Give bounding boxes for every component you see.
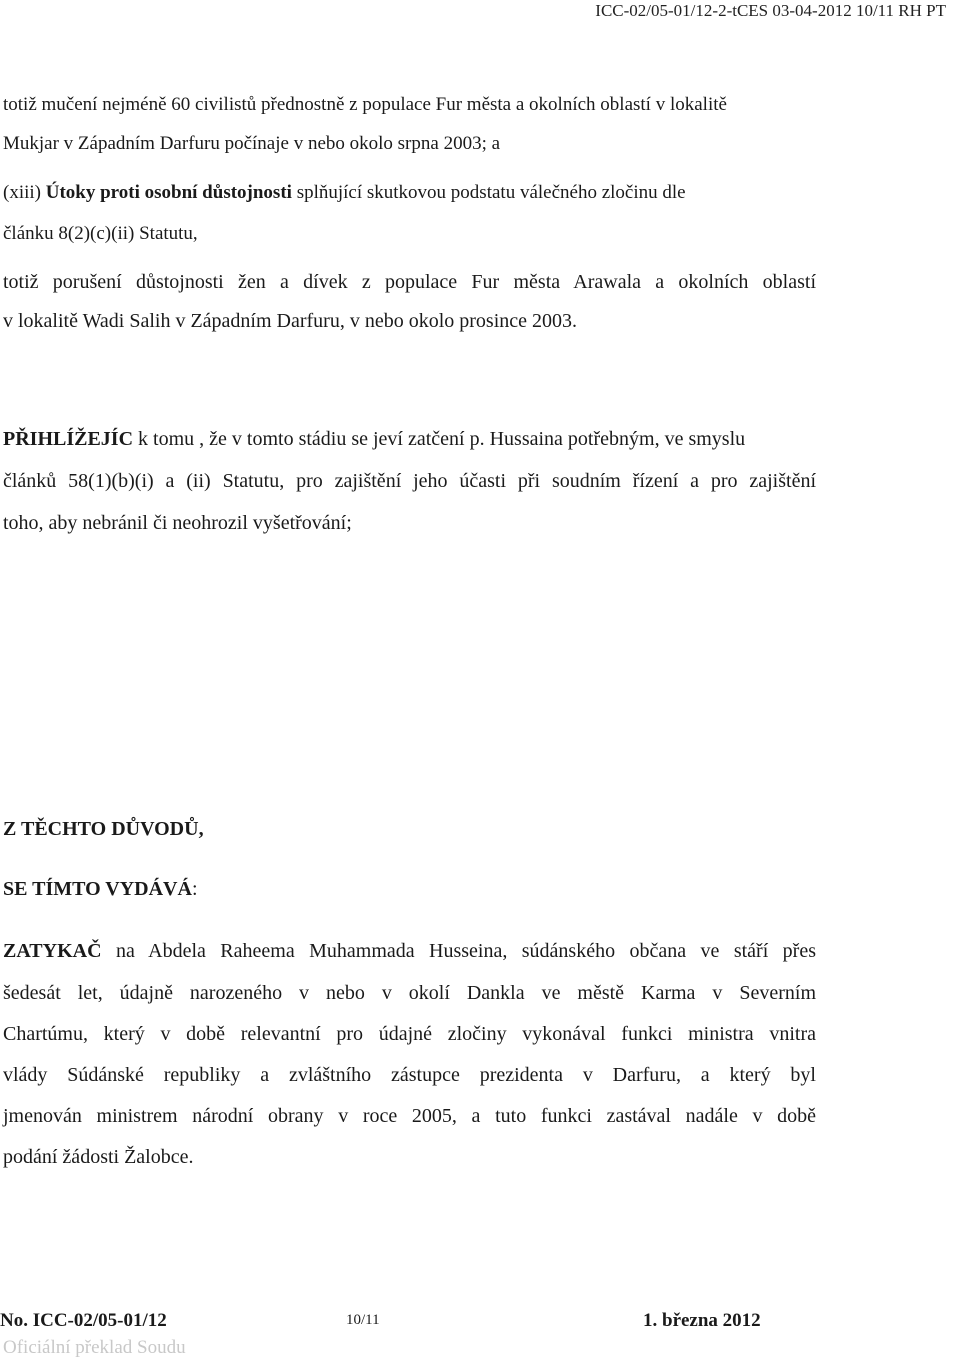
footer-page-number: 10/11 [346, 1312, 380, 1328]
paragraph-line: totiž porušení důstojnosti žen a dívek z populace Fur města Arawala a okolních oblastí [3, 271, 816, 293]
footer-translation-note: Oficiální překlad Soudu [3, 1337, 186, 1358]
paragraph-line: toho, aby nebránil či neohrozil vyšetřování; [3, 512, 352, 534]
paragraph-text: na Abdela Raheema Muhammada Husseina, súdánského občana ve stáří přes [101, 940, 816, 962]
paragraph-line: v lokalitě Wadi Salih v Západním Darfuru, v nebo okolo prosince 2003. [3, 310, 578, 332]
paragraph-line: Chartúmu, který v době relevantní pro údajné zločiny vykonával funkci ministra vnitra [3, 1023, 816, 1045]
clause-keyword: PŘIHLÍŽEJÍC [3, 428, 134, 450]
document-reference-header: ICC-02/05-01/12-2-tCES 03-04-2012 10/11 RH PT [595, 1, 946, 20]
paragraph-line: článků 58(1)(b)(i) a (ii) Statutu, pro zajištění jeho účasti při soudním řízení a pro zajištění [3, 470, 816, 492]
heading-text: SE TÍMTO VYDÁVÁ [3, 878, 192, 900]
paragraph-text: splňující skutkovou podstatu válečného zločinu dle [291, 182, 686, 203]
paragraph-line: totiž mučení nejméně 60 civilistů přednostně z populace Fur města a okolních oblastí v lokalitě [3, 94, 727, 115]
warrant-keyword: ZATYKAČ [3, 940, 102, 962]
paragraph-line [3, 182, 819, 204]
heading-punctuation: : [191, 878, 198, 900]
paragraph-text: k tomu , že v tomto stádiu se jeví zatčení p. Hussaina potřebným, ve smyslu [133, 428, 746, 450]
paragraph-line [3, 940, 816, 962]
paragraph-line: jmenován ministrem národní obrany v roce 2005, a tuto funkci zastával nadále v době [3, 1105, 816, 1127]
heading-text: Z TĚCHTO DŮVODŮ, [3, 818, 204, 840]
paragraph-line: podání žádosti Žalobce. [3, 1146, 194, 1168]
paragraph-line: šedesát let, údajně narozeného v nebo v okolí Dankla ve městě Karma v Severním [3, 982, 816, 1004]
paragraph-line: článku 8(2)(c)(ii) Statutu, [3, 223, 198, 244]
paragraph-line: vlády Súdánské republiky a zvláštního zástupce prezidenta v Darfuru, a který byl [3, 1064, 816, 1086]
paragraph-line: Mukjar v Západním Darfuru počínaje v nebo okolo srpna 2003; a [3, 133, 501, 154]
footer-document-number: No. ICC-02/05-01/12 [0, 1310, 167, 1331]
footer-date: 1. března 2012 [643, 1310, 761, 1331]
item-number: (xiii) [3, 182, 46, 203]
crime-heading: Útoky proti osobní důstojnosti [45, 182, 292, 203]
paragraph-line [3, 428, 819, 450]
section-heading [3, 878, 819, 900]
section-heading [3, 818, 819, 840]
